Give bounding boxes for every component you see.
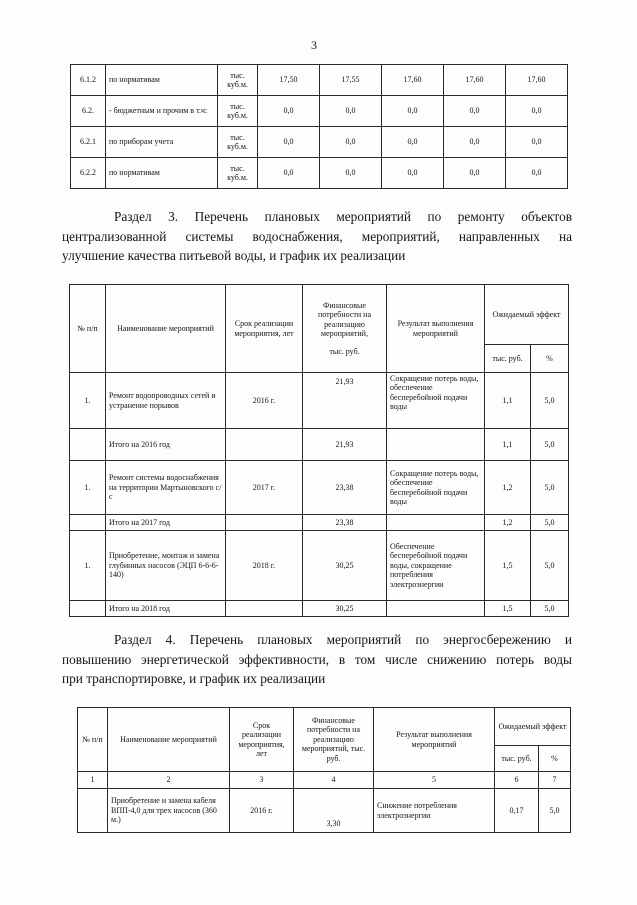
table-row: 1. Приобретение, монтаж и замена глубинных насосов (ЭЦП 6-6-6-140) 2018 г. 30,25 Обеспечение бесперебойной подачи воды, сокращение потребления электроэнергии 1,5 5,0 [70, 531, 569, 601]
section3-heading: Раздел 3. Перечень плановых мероприятий по ремонту объектов централизованной системы водоснабжения, мероприятий, направленных на улучшение качества питьевой воды, и график их реализации [62, 209, 572, 263]
table-row: 6.2. - бюджетным и прочим в т.ч: тыс. куб.м. 0,0 0,0 0,0 0,0 0,0 [71, 96, 568, 127]
page-number: 3 [311, 38, 317, 52]
table-row: 6.2.2 по нормативам тыс. куб.м. 0,0 0,0 0,0 0,0 0,0 [71, 158, 568, 189]
table-row: 6.2.1 по приборам учета тыс. куб.м. 0,0 0,0 0,0 0,0 0,0 [71, 127, 568, 158]
table-row: 1. Ремонт водопроводных сетей и устранение порывов 2016 г. 21,93 Сокращение потерь воды, обеспечение бесперебойной подачи воды 1,1 5,0 [70, 373, 569, 429]
column-number-row: 1 2 3 4 5 6 7 [78, 772, 571, 789]
table-header-row: тыс. руб. % [70, 345, 569, 373]
table-header-row: тыс. руб. % [78, 746, 571, 772]
table-row: Приобретение и замена кабеля ВПП-4,0 для трех насосов (360 м.) 2016 г. 3,30 Снижение потребления электроэнергии 0,17 5,0 [78, 789, 571, 833]
table-row-total: Итого на 2016 год 21,93 1,1 5,0 [70, 429, 569, 461]
section4-heading: Раздел 4. Перечень плановых мероприятий по энергосбережению и повышению энергетической эффективности, в том числе снижению потерь воды при транспортировке, и график их реализации [62, 632, 572, 686]
table-row-total: Итого на 2017 год 23,38 1,2 5,0 [70, 515, 569, 531]
table-header-row: № п/п Наименование мероприятий Срок реализации мероприятия, лет Финансовые потребности на реализацию мероприятий, тыс. руб. Результат выполнения мероприятий Ожидаемый эффект [70, 285, 569, 345]
continuation-table [70, 64, 568, 189]
table-row: 1. Ремонт системы водоснабжения на территории Мартыновского с/с 2017 г. 23,38 Сокращение потерь воды, обеспечение бесперебойной подачи воды 1,2 5,0 [70, 461, 569, 515]
table-header-row: № п/п Наименование мероприятий Срок реализации мероприятия, лет Финансовые потребности на реализацию мероприятий, тыс. руб. Результат выполнения мероприятий Ожидаемый эффект [78, 708, 571, 746]
section3-table [69, 284, 569, 617]
table-row: 6.1.2 по нормативам тыс. куб.м. 17,50 17,55 17,60 17,60 17,60 [71, 65, 568, 96]
section4-table [77, 707, 571, 833]
table-row-total: Итого на 2018 год 30,25 1,5 5,0 [70, 601, 569, 617]
